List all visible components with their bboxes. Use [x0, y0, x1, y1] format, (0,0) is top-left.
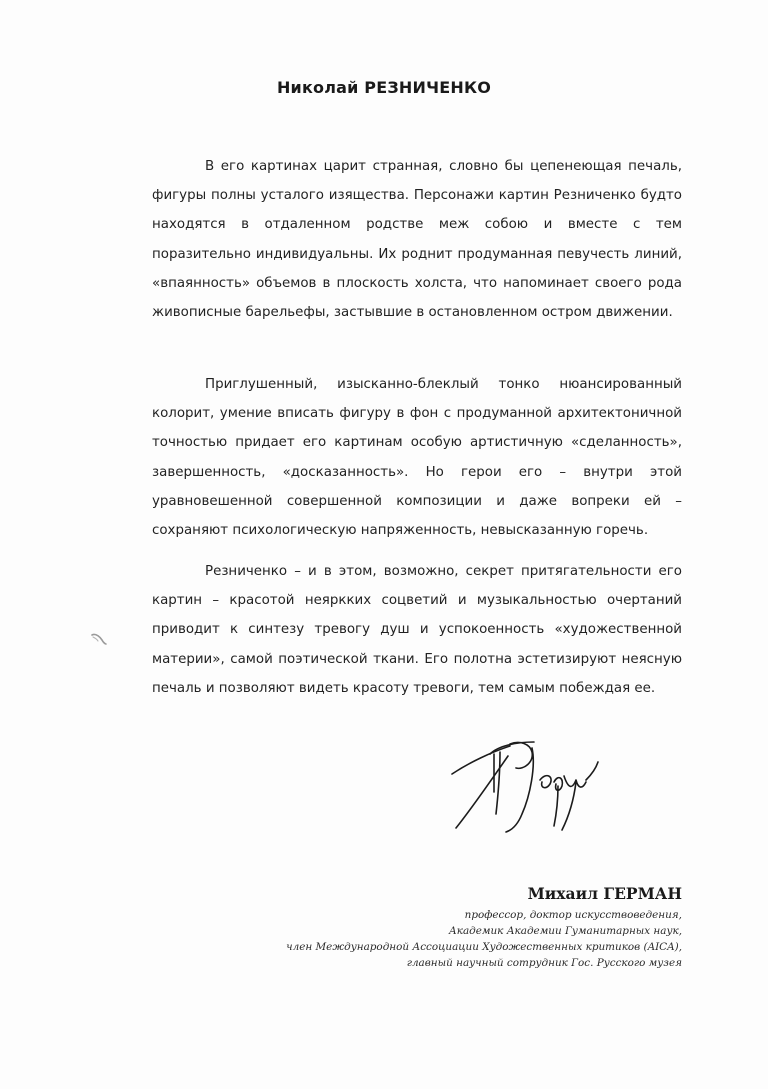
author-credential: член Международной Ассоциации Художественных критиков (AICA), [286, 941, 682, 953]
signature-icon [450, 718, 600, 850]
ink-mark-icon [90, 632, 108, 646]
author-credential: профессор, доктор искусствоведения, [464, 909, 682, 921]
author-credential: Академик Академии Гуманитарных наук, [448, 925, 682, 937]
paragraph-2 [152, 370, 682, 545]
paragraph-1 [152, 152, 682, 327]
paragraph-text: Приглушенный, изысканно-блеклый тонко нюансированный колорит, умение вписать фигуру в фон с продуманной архитектоничной точностью придает его картинам особую артистичную «сделанность», завершенность, «досказанность». Но герои его – внутри этой уравновешенной совершенной композиции и даже вопреки ей – сохраняют психологическую напряженность, невысказанную горечь. [152, 377, 682, 539]
author-block [222, 884, 682, 971]
paragraph-text: В его картинах царит странная, словно бы цепенеющая печаль, фигуры полны усталого изящества. Персонажи картин Резниченко будто находятся в отдаленном родстве меж собою и вместе с тем поразительно индивидуальны. Их роднит продуманная певучесть линий, «впаянность» объемов в плоскость холста, что напоминает своего рода живописные барельефы, застывшие в остановленном остром движении. [152, 159, 682, 321]
author-name: Михаил ГЕРМАН [527, 884, 682, 903]
paragraph-3 [152, 557, 682, 703]
author-credential: главный научный сотрудник Гос. Русского музея [406, 957, 682, 969]
document-title: Николай РЕЗНИЧЕНКО [276, 78, 492, 97]
paragraph-text: Резниченко – и в этом, возможно, секрет притягательности его картин – красотой неяркких соцветий и музыкальностью очертаний приводит к синтезу тревогу душ и успокоенность «художественной материи», самой поэтической ткани. Его полотна эстетизируют неясную печаль и позволяют видеть красоту тревоги, тем самым побеждая ее. [152, 564, 682, 696]
